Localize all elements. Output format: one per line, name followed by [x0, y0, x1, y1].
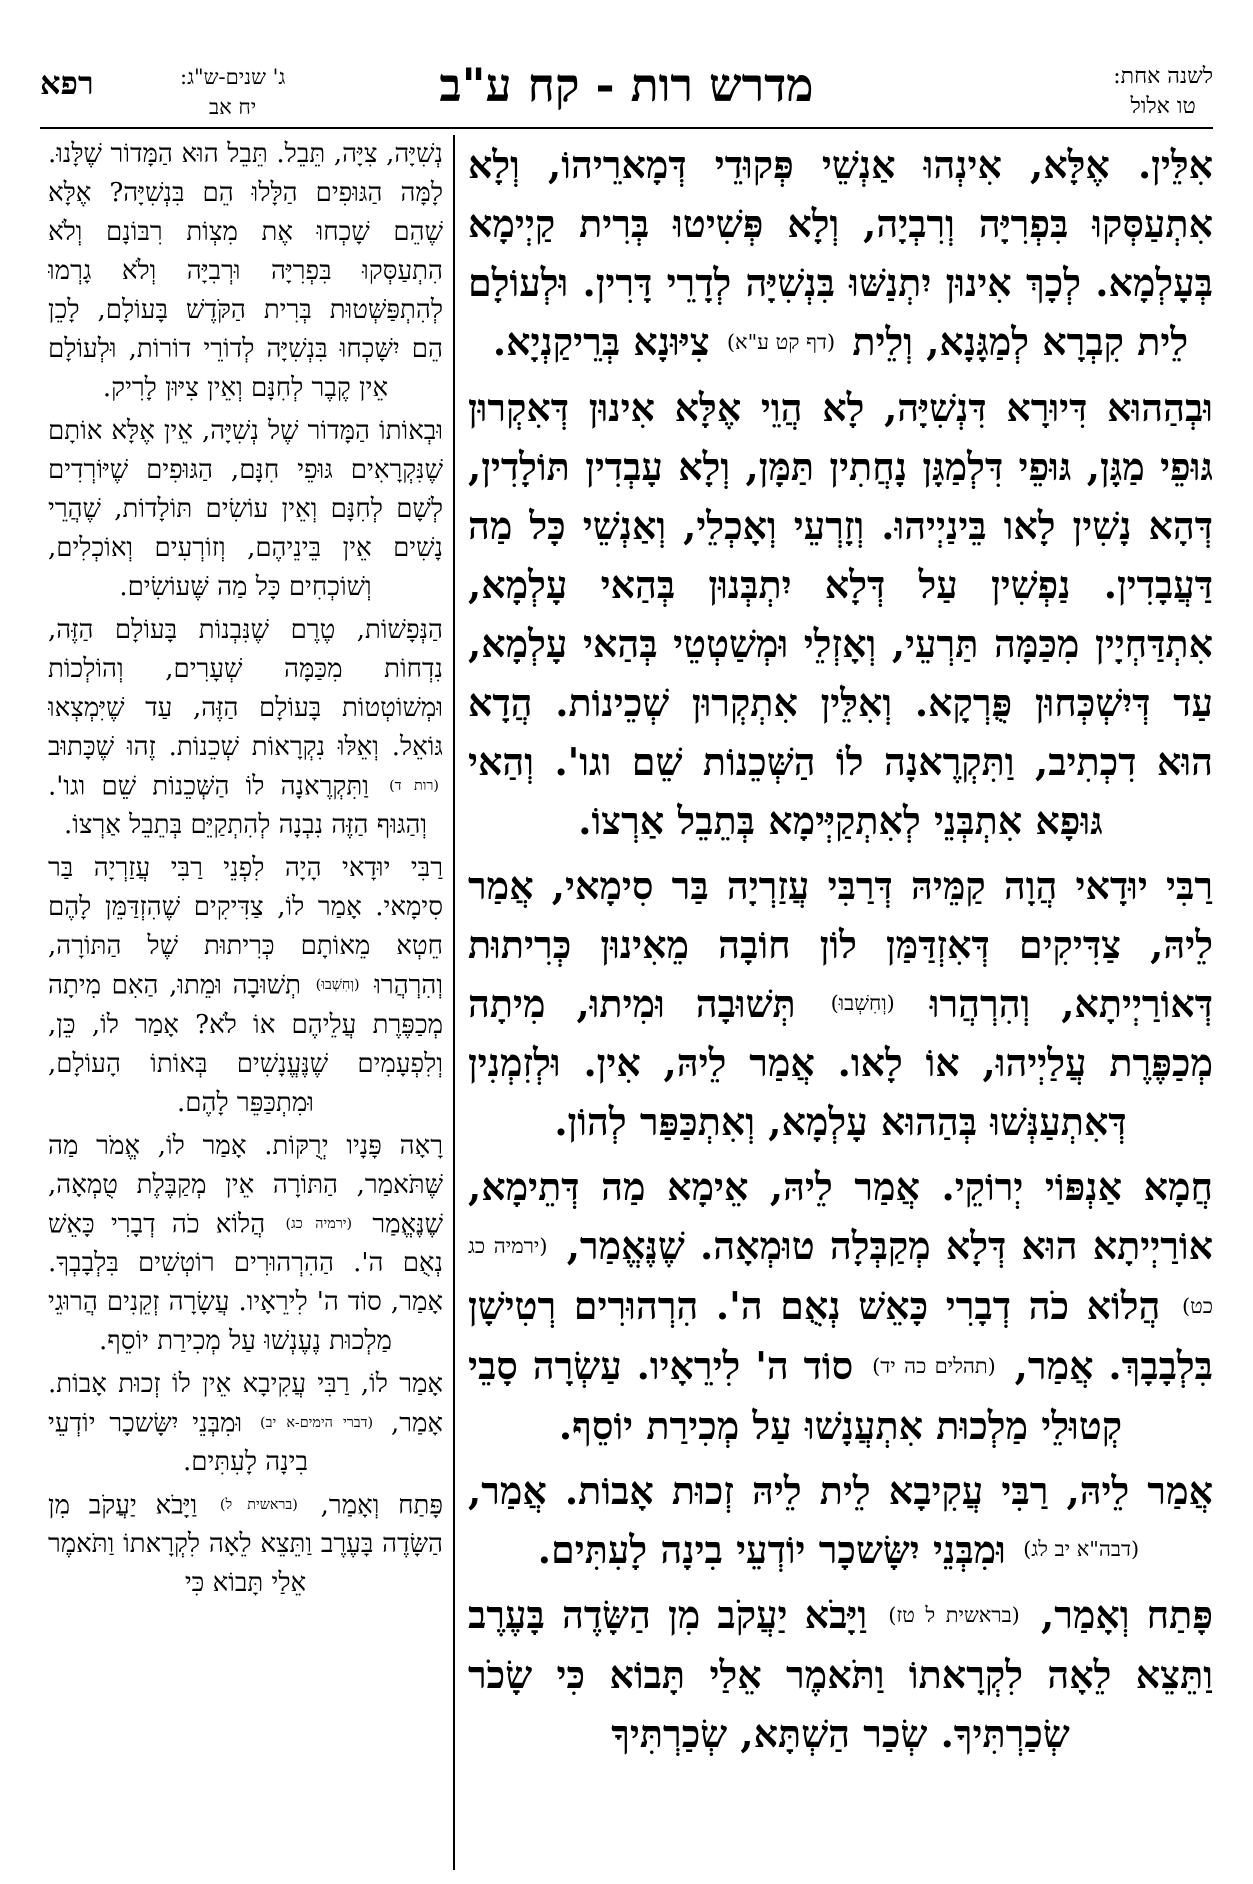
source-reference: (בראשית ל): [219, 1497, 298, 1514]
source-reference: (דף קט ע"א): [726, 329, 836, 354]
text-segment: וַתִּקְרֶאנָה לוֹ הַשְּׁכֵנוֹת שֵׁם וגו'. וְהַגּוּף הַזֶּה נִבְנָה לְהִתְקַיֵּם בְּתֵבֵל אַרְצוֹ.: [48, 771, 428, 841]
text-segment: רַבִּי יוּדָאי הָיָה לִפְנֵי רַבִּי עֲזַרְיָה בַּר סִימָאי. אָמַר לוֹ, צַדִּיקִים שֶׁהִזְדַּמֵּן לָהֶם חֵטְא מֵאוֹתָם כְּרִיתוּת שֶׁל הַתּוֹרָה, וְהִרְהֲרוּ: [48, 853, 443, 1001]
translation-column: [48, 135, 443, 1875]
source-reference: (וְחִשְׁבוּ): [830, 991, 895, 1016]
translation-paragraph: [48, 412, 443, 607]
main-paragraph: [468, 856, 1213, 1152]
text-segment: הֲלוֹא כֹה דְבָרִי כָּאֵשׁ נְאֻם ה'. הִרְהוּרִים רְטִישָׁן בִּלְבָבָךְ. אֲמַר,: [468, 1283, 1213, 1388]
text-segment: וּמִבְּנֵי יִשָּׂשכָר יוֹדְעֵי בִינָה לָעִתִּים.: [48, 1408, 309, 1478]
translation-paragraph: [48, 135, 443, 408]
text-segment: פָּתַח וְאָמַר,: [1040, 1592, 1213, 1638]
text-segment: וַיָּבֹא יַעֲקֹב מִן הַשָּׂדֶה בָּעֶרֶב וַתֵּצֵא לֵאָה לִקְרָאתוֹ וַתֹּאמֶר אֵלַי תָּבוֹא כִּי שָׂכֹר שְׂכַרְתִּיךָ. שְׂכַר הַשְׁתָּא, שְׂכַרְתִּיךָ: [468, 1592, 1213, 1757]
main-paragraph: [468, 1157, 1213, 1454]
one-year-cycle-label: לשנה אחת:: [1113, 64, 1213, 89]
text-segment: תְשׁוּבָה וּמֵתוּ, הַאִם מִיתָה מְכַפֶּרֶת עֲלֵיהֶם אוֹ לֹא? אָמַר לוֹ, כֵּן, וְלִפְעָמִים שֶׁנֶּעֱנָשִׁים בְּאוֹתוֹ הָעוֹלָם, וּמִתְכַּפֵּר לָהֶם.: [48, 970, 443, 1118]
source-reference: (רות ד): [389, 778, 440, 794]
text-segment: חֲמָא אַנְפּוֹי יְרוֹקֵי. אֲמַר לֵיהּ, אֵימָא מַה דְּתֵימָא, אוֹרַיְיתָא הוּא דְּלָא מְקַבְּלָה טוּמְאָה. שֶׁנֶּאֱמַר,: [468, 1164, 1213, 1269]
source-reference: (ירמיה כג כט): [468, 1234, 1213, 1318]
translation-paragraph: [48, 1127, 443, 1361]
main-paragraph: [468, 378, 1213, 850]
source-reference: (בראשית ל טז): [888, 1603, 1020, 1628]
text-segment: וּמִבְּנֵי יִשָּׂשכָר יוֹדְעֵי בִינָה לָעִתִּים.: [537, 1526, 1006, 1572]
translation-paragraph: [48, 849, 443, 1122]
text-segment: תְּשׁוּבָה וּמִיתוּ, מִיתָה מְכַפֶּרֶת עֲלַיְיהוּ, אוֹ לָאו. אֲמַר לֵיהּ, אִין. וּלְזִמְנִין דְּאִתְעַנְּשׁוּ בְּהַהוּא עָלְמָא, וְאִתְכַּפַּר לְהוֹן.: [468, 980, 1213, 1145]
page-number: רפא: [40, 64, 94, 102]
one-year-cycle-marker: [1113, 62, 1213, 122]
one-year-cycle-date: טו אלול: [1130, 94, 1196, 119]
text-segment: רַבִּי יוּדָאי הֲוָה קַמֵּיהּ דְּרַבִּי עֲזַרְיָה בַּר סִימָאי, אֲמַר לֵיהּ, צַדִּיקִים דְּאִזְדַּמַּן לוֹן חוֹבָה מֵאִינוּן כְּרִיתוּת דְּאוֹרַיְיתָא, וְהִרְהֲרוּ: [468, 862, 1213, 1026]
main-paragraph: [468, 1585, 1213, 1763]
text-segment: וּבְאוֹתוֹ הַמָּדוֹר שֶׁל נְשִׁיָּה, אֵין אֶלָּא אוֹתָם שֶׁנִּקְרָאִים גּוּפֵי חִנָּם, הַגּוּפִים שֶׁיּוֹרְדִים לְשָׁם לְחִנָּם וְאֵין עוֹשִׂים תּוֹלָדוֹת, שֶׁהֲרֵי נָשִׁים אֵין בֵּינֵיהֶם, וְזוֹרְעִים וְאוֹכְלִים, וְשׁוֹכְחִים כָּל מַה שֶּׁעוֹשִׂים.: [48, 416, 443, 602]
three-year-cycle-label: ג' שנים-ש"ג:: [180, 65, 286, 89]
source-reference: (דברי הימים-א יב): [260, 1414, 374, 1431]
text-segment: וַיָּבֹא יַעֲקֹב מִן הַשָּׂדֶה בָּעֶרֶב וַתֵּצֵא לֵאָה לִקְרָאתוֹ וַתֹּאמֶר אֵלַי תָּבוֹא כִּי: [48, 1490, 443, 1599]
text-segment: אֲמַר לֵיהּ, רַבִּי עֲקִיבָא לֵית לֵיהּ זְכוּת אָבוֹת. אֲמַר,: [468, 1467, 1213, 1513]
main-paragraph: [468, 135, 1213, 372]
source-reference: (ירמיה כג): [285, 1215, 353, 1232]
column-divider: [453, 135, 455, 1870]
three-year-cycle-date: יח אב: [208, 95, 257, 119]
translation-paragraph: [48, 1365, 443, 1482]
text-segment: נְשִׁיָּה, צִיָּה, תֵּבֵל. תֵּבֵל הוּא הַמָּדוֹר שֶׁלָּנוּ. לָמָּה הַגּוּפִים הַלָּלוּ הֵם בִּנְשִׁיָּה? אֶלָּא שֶׁהֵם שָׁכְחוּ אֶת מִצְוֹת רִבּוֹנָם וְלֹא הִתְעַסְּקוּ בִּפְרִיָּה וּרְבִיָּה וְלֹא גָרְמוּ לְהִתְפַּשְּׁטוּת בְּרִית הַקֹּדֶשׁ בָּעוֹלָם, לָכֵן הֵם יִשָּׁכְחוּ בִּנְשִׁיָּה לְדוֹרֵי דוֹרוֹת, וּלְעוֹלָם אֵין קֶבֶר לְחִנָּם וְאֵין צִיּוּן לָרִיק.: [48, 139, 443, 403]
text-segment: אָמַר לוֹ, רַבִּי עֲקִיבָא אֵין לוֹ זְכוּת אָבוֹת. אָמַר,: [48, 1368, 443, 1439]
translation-paragraph: [48, 1486, 443, 1603]
page-title: מדרש רות - קח ע"ב: [439, 58, 814, 112]
page-header: [40, 58, 1213, 138]
main-text-column: [468, 135, 1213, 1875]
text-segment: הֲלוֹא כֹה דְבָרִי כָּאֵשׁ נְאֻם ה'. הַהִרְהוּרִים רוֹטְשִׁים בִּלְבָבְךָ. אָמַר, סוֹד ה' לִירֵאָיו. עֲשָׂרָה זְקֵנִים הֲרוּגֵי מַלְכוּת נֶעֶנְשׁוּ עַל מְכִירַת יוֹסֵף.: [48, 1208, 443, 1356]
source-reference: (תהלים כה יד): [872, 1353, 996, 1378]
source-reference: (דבה"א יב לג): [1023, 1537, 1140, 1562]
text-segment: הַנְּפָשׁוֹת, טֶרֶם שֶׁנִּבְנוֹת בָּעוֹלָם הַזֶּה, נִדְחוֹת מִכַּמָּה שְׁעָרִים, וְהוֹלְכוֹת וּמְשׁוֹטְטוֹת בָּעוֹלָם הַזֶּה, עַד שֶׁיִּמְצְאוּ גּוֹאֵל. וְאֵלּוּ נִקְרָאוֹת שְׁכֵנוֹת. זֶהוּ שֶׁכָּתוּב: [48, 615, 443, 762]
text-segment: פָּתַח וְאָמַר,: [320, 1490, 443, 1521]
main-paragraph: [468, 1461, 1213, 1580]
text-segment: סוֹד ה' לִירֵאָיו. עַשְׂרָה סָבֵי קְטוּלֵי מַלְכוּת אִתְעֲנָשׁוּ עַל מְכִירַת יוֹסֵף.: [468, 1342, 1123, 1448]
text-segment: אִלֵּין. אֶלָּא, אִינְהוּ אַנְשֵׁי פְּקוּדֵי דְּמָארֵיהוֹ, וְלָא אִתְעַסְּקוּ בִּפְרִיָּה וְרִבְיָה, וְלָא פְּשִׁיטוּ בְּרִית קַיְימָא בְּעָלְמָא. לְכָךְ אִינוּן יִתְנַשּׁוּ בִּנְשִׁיָּה לְדָרֵי דָּרִין. וּלְעוֹלָם לֵית קִבְרָא לְמַגָּנָא, וְלֵית: [468, 142, 1213, 364]
text-segment: צִיּוּנָא בְּרֵיקַנְיָא.: [492, 319, 710, 364]
text-segment: וּבְהַהוּא דִּיוּרָא דִּנְשִׁיָּה, לָא הֲוֵי אֶלָּא אִינוּן דְּאִקְרוּן גּוּפֵי מַגָּן, גּוּפֵי דִּלְמַגָּן נָחֲתִין תַּמָּן, וְלָא עָבְדִין תּוֹלָדִין, דְּהָא נָשִׁין לָאו בֵּינַיְיהוּ. וְזָרְעֵי וְאָכְלֵי, וְאַנְשֵׁי כָּל מַה דַּעֲבָדִין. נַפְשִׁין עַל דְּלָא יִתְבְּנוּן בְּהַאי עָלְמָא, אִתְדַּחְיָין מִכַּמָּה תַּרְעֵי, וְאָזְלֵי וּמְשַׁטְטֵי בְּהַאי עָלְמָא, עַד דְּיִשְׁכְּחוּן פֻּרְקָא. וְאִלֵּין אִתְקְרוּן שְׁכֵינוֹת. הֲדָא הוּא דִכְתִיב, וַתִּקְרֶאנָה לוֹ הַשְּׁכֵנוֹת שֵׁם וגו'. וְהַאי גּוּפָא אִתְבְּנֵי לְאִתְקַיְּימָא בְּתֵבֵל אַרְצוֹ.: [468, 384, 1213, 843]
text-segment: רָאָה פָּנָיו יְרֻקּוֹת. אָמַר לוֹ, אֱמֹר מַה שֶּׁתֹּאמַר, הַתּוֹרָה אֵין מְקַבֶּלֶת טֻמְאָה, שֶׁנֶּאֱמַר: [48, 1130, 443, 1239]
header-rule: [40, 127, 1213, 129]
source-reference: (וְחִשְׁבוּ): [315, 977, 360, 994]
translation-paragraph: [48, 611, 443, 845]
